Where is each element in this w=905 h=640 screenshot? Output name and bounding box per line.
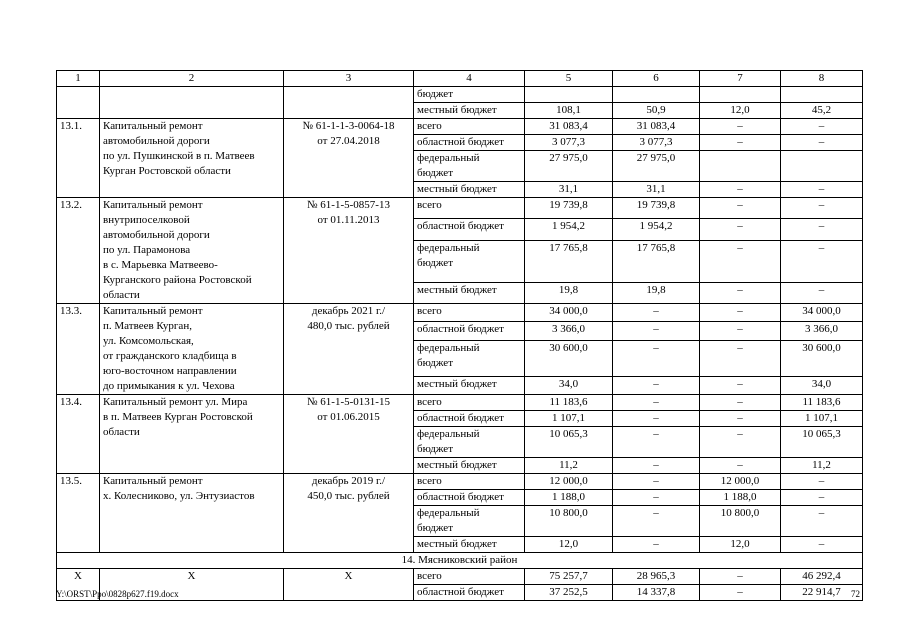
cell-line: от гражданского кладбища в bbox=[103, 350, 237, 362]
budget-type-cell bbox=[414, 506, 525, 537]
cell-line: Капитальный ремонт ул. Мира bbox=[103, 396, 248, 408]
col-header-6: 6 bbox=[613, 71, 700, 87]
value-cell-8: 10 065,3 bbox=[781, 427, 863, 458]
budget-type-cell bbox=[414, 198, 525, 219]
budget-type-cell bbox=[414, 304, 525, 322]
table-row bbox=[57, 304, 863, 322]
budget-type-cell bbox=[414, 182, 525, 198]
cell-line: бюджет bbox=[417, 167, 453, 179]
col-header-8: 8 bbox=[781, 71, 863, 87]
value-cell-7 bbox=[700, 151, 781, 182]
cell-line: до примыкания к ул. Чехова bbox=[103, 380, 235, 392]
table-row bbox=[57, 569, 863, 585]
header-row bbox=[57, 71, 863, 87]
cell-line: № 61-1-5-0131-15 bbox=[307, 396, 390, 408]
value-cell-7: – bbox=[700, 585, 781, 601]
value-cell-8: 1 107,1 bbox=[781, 411, 863, 427]
value-cell-8: – bbox=[781, 182, 863, 198]
value-cell-8: 11,2 bbox=[781, 458, 863, 474]
budget-type-cell bbox=[414, 240, 525, 282]
value-cell-5: 11,2 bbox=[525, 458, 613, 474]
value-cell-5: 34 000,0 bbox=[525, 304, 613, 322]
value-cell-5: 108,1 bbox=[525, 103, 613, 119]
section-title: 14. Мясниковский район bbox=[57, 553, 863, 569]
budget-type-cell bbox=[414, 151, 525, 182]
cell-line: федеральный bbox=[417, 507, 480, 519]
item-document bbox=[284, 198, 414, 304]
cell-line: всего bbox=[417, 475, 442, 487]
value-cell-8: 46 292,4 bbox=[781, 569, 863, 585]
value-cell-5: 30 600,0 bbox=[525, 340, 613, 376]
value-cell-6: 27 975,0 bbox=[613, 151, 700, 182]
cell-line: декабрь 2019 г./ bbox=[311, 475, 386, 487]
value-cell-7: – bbox=[700, 282, 781, 304]
value-cell-5: 34,0 bbox=[525, 376, 613, 394]
value-cell-6 bbox=[613, 87, 700, 103]
value-cell-7 bbox=[700, 87, 781, 103]
cell-line: 480,0 тыс. рублей bbox=[307, 320, 390, 332]
table-row bbox=[57, 395, 863, 411]
budget-type-cell bbox=[414, 119, 525, 135]
cell-line: автомобильной дороги bbox=[103, 229, 210, 241]
cell-line: областной бюджет bbox=[417, 136, 504, 148]
group-name: Х bbox=[100, 569, 284, 601]
value-cell-6: – bbox=[613, 395, 700, 411]
cell-line: Курганского района Ростовской bbox=[103, 274, 252, 286]
col-header-3: 3 bbox=[284, 71, 414, 87]
value-cell-5: 1 954,2 bbox=[525, 219, 613, 240]
value-cell-8: – bbox=[781, 282, 863, 304]
cell-line: областной бюджет bbox=[417, 412, 504, 424]
cell-line: всего bbox=[417, 305, 442, 317]
value-cell-5: 3 077,3 bbox=[525, 135, 613, 151]
group-number: Х bbox=[57, 569, 100, 601]
footer-file-path: Y:\ORST\Ppo\0828p627.f19.docx bbox=[56, 589, 179, 599]
cell-line: всего bbox=[417, 396, 442, 408]
value-cell-8: 11 183,6 bbox=[781, 395, 863, 411]
value-cell-8: – bbox=[781, 490, 863, 506]
value-cell-7: – bbox=[700, 135, 781, 151]
value-cell-6: – bbox=[613, 458, 700, 474]
value-cell-6: 19,8 bbox=[613, 282, 700, 304]
value-cell-5: 19 739,8 bbox=[525, 198, 613, 219]
cell-line: х. Колесниково, ул. Энтузиастов bbox=[103, 490, 255, 502]
item-number: 13.3. bbox=[57, 304, 100, 395]
item-number: 13.4. bbox=[57, 395, 100, 474]
budget-type-cell bbox=[414, 282, 525, 304]
section-title-row bbox=[57, 553, 863, 569]
name-cell bbox=[100, 87, 284, 119]
value-cell-7: – bbox=[700, 198, 781, 219]
value-cell-6: – bbox=[613, 322, 700, 340]
budget-type-cell bbox=[414, 395, 525, 411]
value-cell-5: 1 107,1 bbox=[525, 411, 613, 427]
value-cell-7: – bbox=[700, 304, 781, 322]
value-cell-5: 31 083,4 bbox=[525, 119, 613, 135]
budget-type-cell bbox=[414, 411, 525, 427]
budget-type-cell bbox=[414, 427, 525, 458]
cell-line: Капитальный ремонт bbox=[103, 120, 203, 132]
col-header-2: 2 bbox=[100, 71, 284, 87]
cell-line: от 27.04.2018 bbox=[317, 135, 380, 147]
cell-line: декабрь 2021 г./ bbox=[311, 305, 386, 317]
cell-line: областной бюджет bbox=[417, 220, 504, 233]
value-cell-7: – bbox=[700, 240, 781, 282]
cell-line: местный бюджет bbox=[417, 377, 497, 390]
cell-line: бюджет bbox=[417, 256, 453, 269]
table-row bbox=[57, 198, 863, 219]
item-document bbox=[284, 474, 414, 553]
cell-line: Капитальный ремонт bbox=[103, 305, 203, 317]
table-row bbox=[57, 87, 863, 103]
cell-line: в п. Матвеев Курган Ростовской bbox=[103, 411, 253, 423]
value-cell-7: – bbox=[700, 569, 781, 585]
budget-type-cell bbox=[414, 322, 525, 340]
value-cell-7: – bbox=[700, 427, 781, 458]
value-cell-6: 3 077,3 bbox=[613, 135, 700, 151]
value-cell-8: – bbox=[781, 537, 863, 553]
value-cell-5: 27 975,0 bbox=[525, 151, 613, 182]
value-cell-5: 3 366,0 bbox=[525, 322, 613, 340]
cell-line: Курган Ростовской области bbox=[103, 165, 231, 177]
cell-line: автомобильной дороги bbox=[103, 135, 210, 147]
budget-type-cell: бюджет bbox=[414, 87, 525, 103]
value-cell-5: 11 183,6 bbox=[525, 395, 613, 411]
value-cell-8: – bbox=[781, 240, 863, 282]
budget-type-cell bbox=[414, 490, 525, 506]
cell-line: области bbox=[103, 426, 140, 438]
value-cell-7: 12 000,0 bbox=[700, 474, 781, 490]
budget-table bbox=[56, 70, 863, 601]
value-cell-6: – bbox=[613, 537, 700, 553]
cell-line: местный бюджет bbox=[417, 283, 497, 296]
item-document bbox=[284, 304, 414, 395]
value-cell-6: 50,9 bbox=[613, 103, 700, 119]
value-cell-6: 28 965,3 bbox=[613, 569, 700, 585]
value-cell-7: – bbox=[700, 376, 781, 394]
value-cell-7: 12,0 bbox=[700, 103, 781, 119]
value-cell-8: – bbox=[781, 119, 863, 135]
col-header-7: 7 bbox=[700, 71, 781, 87]
value-cell-6: 31,1 bbox=[613, 182, 700, 198]
value-cell-8: 3 366,0 bbox=[781, 322, 863, 340]
value-cell-5: 19,8 bbox=[525, 282, 613, 304]
cell-line: бюджет bbox=[417, 356, 453, 369]
table-row bbox=[57, 119, 863, 135]
value-cell-8 bbox=[781, 87, 863, 103]
value-cell-6: 17 765,8 bbox=[613, 240, 700, 282]
cell-line: от 01.11.2013 bbox=[317, 214, 380, 226]
value-cell-5: 75 257,7 bbox=[525, 569, 613, 585]
cell-line: федеральный bbox=[417, 341, 480, 354]
num-cell bbox=[57, 87, 100, 119]
cell-line: областной бюджет bbox=[417, 323, 504, 336]
budget-type-cell bbox=[414, 376, 525, 394]
cell-line: всего bbox=[417, 120, 442, 132]
value-cell-8: 34 000,0 bbox=[781, 304, 863, 322]
value-cell-6: – bbox=[613, 411, 700, 427]
item-name bbox=[100, 474, 284, 553]
value-cell-6: 19 739,8 bbox=[613, 198, 700, 219]
cell-line: ул. Комсомольская, bbox=[103, 335, 194, 347]
item-document bbox=[284, 119, 414, 198]
cell-line: бюджет bbox=[417, 443, 453, 455]
value-cell-8: 34,0 bbox=[781, 376, 863, 394]
value-cell-7: – bbox=[700, 182, 781, 198]
value-cell-8: – bbox=[781, 474, 863, 490]
cell-line: внутрипоселковой bbox=[103, 214, 190, 226]
value-cell-7: – bbox=[700, 458, 781, 474]
value-cell-7: – bbox=[700, 322, 781, 340]
item-document bbox=[284, 395, 414, 474]
value-cell-6: – bbox=[613, 474, 700, 490]
cell-line: Капитальный ремонт bbox=[103, 199, 203, 211]
item-name bbox=[100, 304, 284, 395]
value-cell-7: – bbox=[700, 340, 781, 376]
cell-line: по ул. Парамонова bbox=[103, 244, 191, 256]
value-cell-6: – bbox=[613, 427, 700, 458]
doc-cell bbox=[284, 87, 414, 119]
value-cell-7: – bbox=[700, 411, 781, 427]
table-body bbox=[57, 71, 863, 601]
value-cell-6: 31 083,4 bbox=[613, 119, 700, 135]
budget-type-cell bbox=[414, 219, 525, 240]
cell-line: федеральный bbox=[417, 428, 480, 440]
cell-line: федеральный bbox=[417, 152, 480, 164]
budget-type-cell: местный бюджет bbox=[414, 103, 525, 119]
cell-line: федеральный bbox=[417, 241, 480, 254]
item-name bbox=[100, 198, 284, 304]
value-cell-6: 14 337,8 bbox=[613, 585, 700, 601]
value-cell-7: – bbox=[700, 395, 781, 411]
value-cell-5: 31,1 bbox=[525, 182, 613, 198]
cell-line: местный бюджет bbox=[417, 459, 497, 471]
cell-line: областной бюджет bbox=[417, 491, 504, 503]
cell-line: бюджет bbox=[417, 522, 453, 534]
cell-line: № 61-1-1-3-0064-18 bbox=[302, 120, 395, 132]
value-cell-5: 17 765,8 bbox=[525, 240, 613, 282]
group-document: Х bbox=[284, 569, 414, 601]
value-cell-5 bbox=[525, 87, 613, 103]
col-header-1: 1 bbox=[57, 71, 100, 87]
value-cell-6: – bbox=[613, 304, 700, 322]
cell-line: в с. Марьевка Матвеево- bbox=[103, 259, 218, 271]
cell-line: по ул. Пушкинской в п. Матвеев bbox=[103, 150, 255, 162]
cell-line: местный бюджет bbox=[417, 538, 497, 550]
value-cell-5: 10 065,3 bbox=[525, 427, 613, 458]
value-cell-5: 12,0 bbox=[525, 537, 613, 553]
item-number: 13.2. bbox=[57, 198, 100, 304]
col-header-4: 4 bbox=[414, 71, 525, 87]
budget-type-cell: областной бюджет bbox=[414, 585, 525, 601]
value-cell-7: 12,0 bbox=[700, 537, 781, 553]
budget-type-cell bbox=[414, 458, 525, 474]
budget-type-cell bbox=[414, 474, 525, 490]
table-row bbox=[57, 474, 863, 490]
value-cell-7: 10 800,0 bbox=[700, 506, 781, 537]
value-cell-6: – bbox=[613, 340, 700, 376]
cell-line: п. Матвеев Курган, bbox=[103, 320, 192, 332]
budget-type-cell bbox=[414, 135, 525, 151]
footer-page-number: 72 bbox=[851, 589, 860, 599]
value-cell-8: – bbox=[781, 198, 863, 219]
value-cell-7: 1 188,0 bbox=[700, 490, 781, 506]
cell-line: 450,0 тыс. рублей bbox=[307, 490, 390, 502]
item-name bbox=[100, 119, 284, 198]
value-cell-8: – bbox=[781, 135, 863, 151]
value-cell-5: 12 000,0 bbox=[525, 474, 613, 490]
value-cell-8 bbox=[781, 151, 863, 182]
cell-line: от 01.06.2015 bbox=[317, 411, 380, 423]
budget-type-cell bbox=[414, 340, 525, 376]
value-cell-5: 10 800,0 bbox=[525, 506, 613, 537]
value-cell-5: 1 188,0 bbox=[525, 490, 613, 506]
item-number: 13.5. bbox=[57, 474, 100, 553]
item-name bbox=[100, 395, 284, 474]
value-cell-8: 30 600,0 bbox=[781, 340, 863, 376]
cell-line: всего bbox=[417, 199, 442, 211]
item-number: 13.1. bbox=[57, 119, 100, 198]
value-cell-7: – bbox=[700, 119, 781, 135]
value-cell-6: 1 954,2 bbox=[613, 219, 700, 240]
value-cell-8: 22 914,7 bbox=[781, 585, 863, 601]
cell-line: № 61-1-5-0857-13 bbox=[307, 199, 390, 211]
value-cell-6: – bbox=[613, 490, 700, 506]
cell-line: Капитальный ремонт bbox=[103, 475, 203, 487]
col-header-5: 5 bbox=[525, 71, 613, 87]
value-cell-8: – bbox=[781, 506, 863, 537]
cell-line: местный бюджет bbox=[417, 183, 497, 195]
budget-type-cell bbox=[414, 537, 525, 553]
budget-type-cell: всего bbox=[414, 569, 525, 585]
value-cell-5: 37 252,5 bbox=[525, 585, 613, 601]
value-cell-7: – bbox=[700, 219, 781, 240]
value-cell-6: – bbox=[613, 376, 700, 394]
value-cell-8: – bbox=[781, 219, 863, 240]
value-cell-6: – bbox=[613, 506, 700, 537]
value-cell-8: 45,2 bbox=[781, 103, 863, 119]
cell-line: области bbox=[103, 289, 140, 301]
cell-line: юго-восточном направлении bbox=[103, 365, 237, 377]
